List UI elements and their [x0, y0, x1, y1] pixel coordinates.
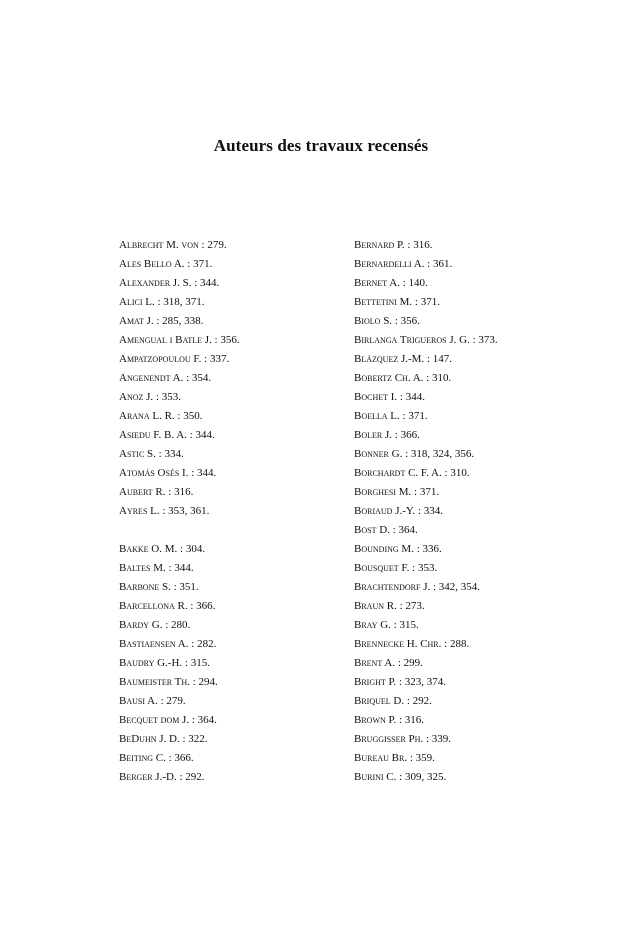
author-entry: [119, 293, 240, 312]
author-name: Bakke O. M.: [119, 543, 178, 555]
page-references: : 364.: [189, 714, 217, 726]
page-references: : 344.: [188, 467, 217, 479]
page-references: : 310.: [423, 372, 452, 384]
author-entry: [119, 730, 240, 749]
page-references: : 356.: [392, 315, 420, 327]
author-entry: [354, 654, 498, 673]
author-entry: [354, 293, 498, 312]
author-entry: [354, 350, 498, 369]
page-references: : 334.: [155, 448, 184, 460]
author-name: Albrecht M. von: [119, 239, 199, 251]
page-references: : 371.: [399, 410, 428, 422]
author-entry: [119, 236, 240, 255]
author-name: Brennecke H. Chr.: [354, 638, 442, 650]
page-title: Auteurs des travaux recensés: [213, 136, 429, 155]
author-entry: [354, 597, 498, 616]
author-entry: [354, 749, 498, 768]
page-references: : 140.: [399, 277, 428, 289]
author-name: Bray G.: [354, 619, 391, 631]
author-name: Bounding M.: [354, 543, 414, 555]
author-entry: [119, 388, 240, 407]
author-entry: [354, 426, 498, 445]
author-entry: [119, 654, 240, 673]
author-entry: [354, 673, 498, 692]
author-entry: [119, 559, 240, 578]
author-name: Ampatzopoulou F.: [119, 353, 202, 365]
page-references: : 359.: [407, 752, 435, 764]
page-references: : 371.: [412, 296, 440, 308]
page-references: : 292.: [404, 695, 432, 707]
author-name: Braun R.: [354, 600, 397, 612]
author-name: Bureau Br.: [354, 752, 408, 764]
page-references: : 361.: [424, 258, 453, 270]
author-entry: [354, 521, 498, 540]
page-references: : 292.: [176, 771, 205, 783]
page-references: : 316.: [396, 714, 424, 726]
page-references: : 304.: [177, 543, 206, 555]
author-name: Bernard P.: [354, 239, 405, 251]
author-entry: [119, 464, 240, 483]
page-references: : 285, 338.: [153, 315, 204, 327]
author-entry: [354, 578, 498, 597]
author-entry: [119, 768, 240, 787]
author-entry: [119, 255, 240, 274]
author-name: Baltes M.: [119, 562, 166, 574]
author-entry: [119, 331, 240, 350]
author-entry: [354, 635, 498, 654]
author-entry: [354, 407, 498, 426]
page-references: : 279.: [157, 695, 186, 707]
author-index-column-right: [354, 236, 498, 787]
author-entry: [354, 559, 498, 578]
author-entry: [354, 274, 498, 293]
author-entry: [354, 464, 498, 483]
author-entry: [354, 730, 498, 749]
page-references: : 339.: [423, 733, 451, 745]
author-name: Birlanga Trigueros J. G.: [354, 334, 470, 346]
author-name: Briquel D.: [354, 695, 405, 707]
author-name: Aubert R.: [119, 486, 166, 498]
author-entry: [119, 445, 240, 464]
page-references: : 288.: [441, 638, 470, 650]
author-name: Bernet A.: [354, 277, 400, 289]
page-references: : 344.: [191, 277, 220, 289]
author-entry: [119, 673, 240, 692]
page-references: : 353, 361.: [159, 505, 210, 517]
author-entry: [119, 749, 240, 768]
author-name: Beiting C.: [119, 752, 166, 764]
author-name: Baudry G.-H.: [119, 657, 183, 669]
author-name: Bastiaensen A.: [119, 638, 189, 650]
author-name: Barcellona R.: [119, 600, 188, 612]
author-entry: [354, 369, 498, 388]
author-index-column-left: [119, 236, 240, 787]
author-name: Bruggisser Ph.: [354, 733, 424, 745]
author-name: Barbone S.: [119, 581, 171, 593]
author-entry: [354, 388, 498, 407]
page-references: : 318, 371.: [154, 296, 205, 308]
author-entry: [119, 692, 240, 711]
author-entry: [119, 597, 240, 616]
author-entry: [354, 236, 498, 255]
page-references: : 310.: [441, 467, 470, 479]
author-entry: [119, 711, 240, 730]
author-entry: [354, 768, 498, 787]
author-name: Borghesi M.: [354, 486, 412, 498]
author-entry: [354, 540, 498, 559]
page-references: : 294.: [189, 676, 218, 688]
author-name: Asiedu F. B. A.: [119, 429, 187, 441]
page-references: : 364.: [389, 524, 418, 536]
author-name: Bausi A.: [119, 695, 158, 707]
author-name: Astic S.: [119, 448, 156, 460]
author-entry: [119, 426, 240, 445]
author-entry: [354, 331, 498, 350]
author-name: Alexander J. S.: [119, 277, 192, 289]
page-references: : 356.: [211, 334, 240, 346]
page-references: : 273.: [396, 600, 425, 612]
author-name: Ales Bello A.: [119, 258, 185, 270]
page-references: : 299.: [395, 657, 423, 669]
author-name: Brown P.: [354, 714, 397, 726]
page-references: : 318, 324, 356.: [402, 448, 475, 460]
page-references: : 354.: [183, 372, 212, 384]
author-name: Bost D.: [354, 524, 390, 536]
page-references: : 344.: [165, 562, 194, 574]
author-name: Bright P.: [354, 676, 397, 688]
page-references: : 371.: [411, 486, 440, 498]
page-references: : 309, 325.: [396, 771, 447, 783]
page-references: : 337.: [201, 353, 230, 365]
page-references: : 334.: [415, 505, 443, 517]
page-references: : 316.: [165, 486, 194, 498]
author-entry: [354, 616, 498, 635]
page-references: : 373.: [469, 334, 498, 346]
author-name: Boriaud J.-Y.: [354, 505, 416, 517]
page-references: : 336.: [413, 543, 442, 555]
author-name: Baumeister Th.: [119, 676, 190, 688]
author-entry: [354, 483, 498, 502]
author-entry: [119, 502, 240, 521]
author-name: Angenendt A.: [119, 372, 184, 384]
author-entry: [119, 312, 240, 331]
author-name: Burini C.: [354, 771, 397, 783]
page-references: : 344.: [186, 429, 215, 441]
page-references: : 353.: [153, 391, 181, 403]
author-entry: [354, 445, 498, 464]
page-references: : 353.: [409, 562, 438, 574]
author-name: Boler J.: [354, 429, 393, 441]
page-references: : 366.: [165, 752, 194, 764]
page-references: : 366.: [392, 429, 420, 441]
author-entry: [119, 540, 240, 559]
author-name: Bobertz Ch. A.: [354, 372, 424, 384]
page-references: : 147.: [424, 353, 453, 365]
author-entry: [119, 274, 240, 293]
author-name: Biolo S.: [354, 315, 393, 327]
page-references: : 351.: [170, 581, 199, 593]
page-references: : 322.: [179, 733, 208, 745]
page-references: : 280.: [162, 619, 191, 631]
author-name: Boella L.: [354, 410, 400, 422]
author-entry: [354, 255, 498, 274]
page-references: : 342, 354.: [430, 581, 481, 593]
page-references: : 315.: [390, 619, 419, 631]
author-entry: [354, 711, 498, 730]
author-name: Bernardelli A.: [354, 258, 425, 270]
page-references: : 366.: [187, 600, 216, 612]
author-name: Anoz J.: [119, 391, 154, 403]
author-name: Brachtendorf J.: [354, 581, 431, 593]
author-entry: [119, 635, 240, 654]
author-entry: [119, 369, 240, 388]
author-name: Bonner G.: [354, 448, 403, 460]
author-entry: [354, 312, 498, 331]
author-name: Bousquet F.: [354, 562, 410, 574]
author-name: Bardy G.: [119, 619, 163, 631]
author-name: Berger J.-D.: [119, 771, 177, 783]
page-references: : 282.: [188, 638, 217, 650]
author-entry: [119, 350, 240, 369]
page-references: : 344.: [397, 391, 425, 403]
page-references: : 315.: [182, 657, 210, 669]
page-references: : 323, 374.: [396, 676, 446, 688]
author-name: Alici L.: [119, 296, 155, 308]
author-name: Brent A.: [354, 657, 396, 669]
section-gap: [119, 521, 240, 540]
author-name: Ayres L.: [119, 505, 160, 517]
author-name: Borchardt C. F. A.: [354, 467, 442, 479]
page-references: : 371.: [184, 258, 213, 270]
author-name: Bettetini M.: [354, 296, 413, 308]
author-name: Bochet I.: [354, 391, 398, 403]
page-references: : 350.: [174, 410, 203, 422]
author-entry: [119, 578, 240, 597]
author-entry: [119, 616, 240, 635]
author-name: Atomás Osés I.: [119, 467, 189, 479]
author-name: Amengual i Batle J.: [119, 334, 212, 346]
author-name: Amat J.: [119, 315, 154, 327]
page-references: : 316.: [404, 239, 433, 251]
author-name: BeDuhn J. D.: [119, 733, 180, 745]
author-entry: [354, 692, 498, 711]
author-name: Arana L. R.: [119, 410, 175, 422]
page-references: : 279.: [198, 239, 227, 251]
author-name: Blázquez J.-M.: [354, 353, 425, 365]
author-entry: [119, 483, 240, 502]
author-entry: [354, 502, 498, 521]
author-name: Becquet dom J.: [119, 714, 190, 726]
author-entry: [119, 407, 240, 426]
